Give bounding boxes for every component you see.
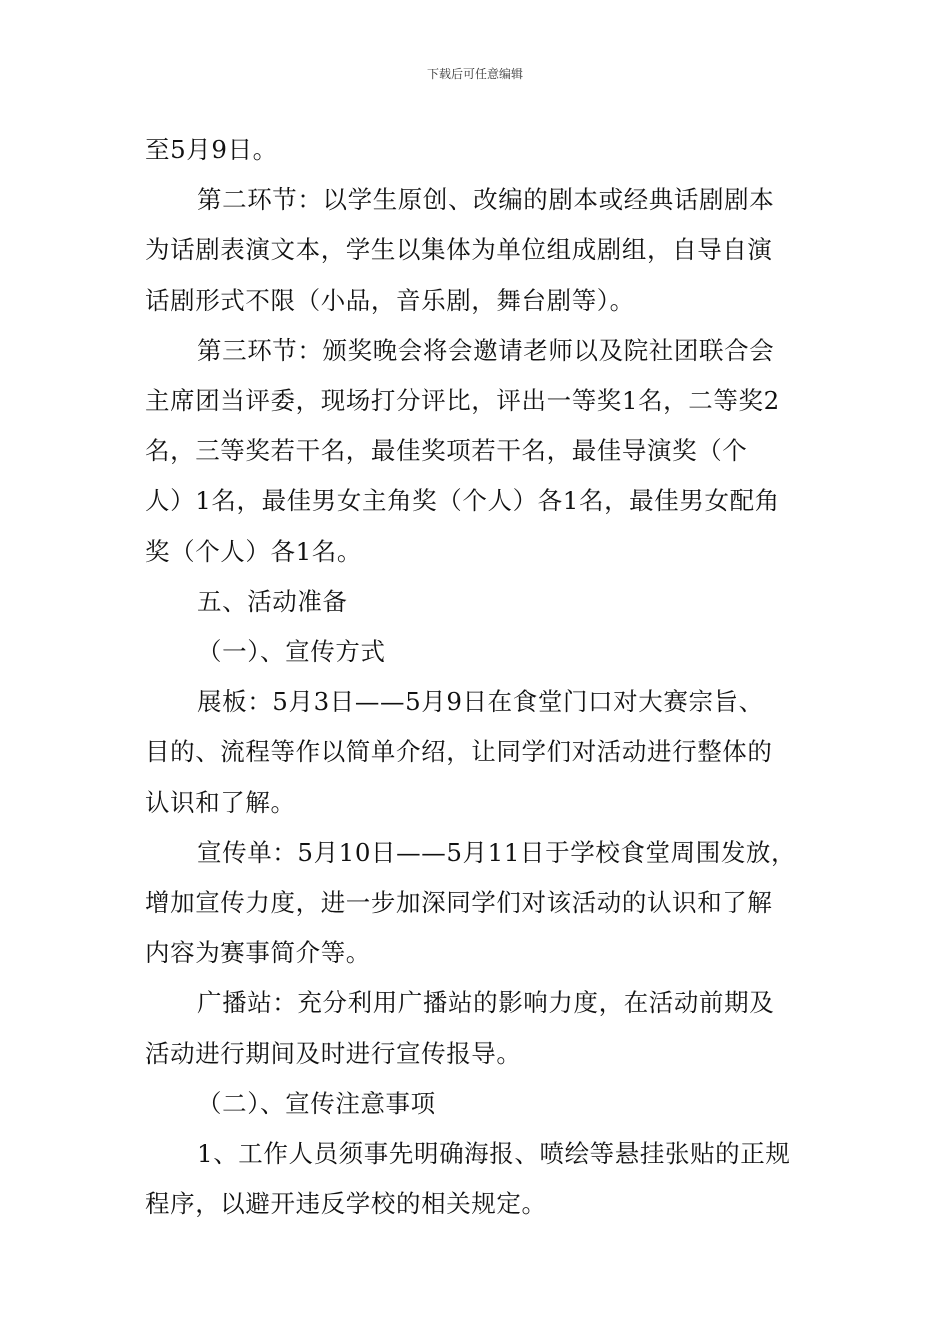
page-header: 下载后可任意编辑 [426, 67, 523, 81]
text-line: 话剧形式不限（小品，音乐剧，舞台剧等）。 [145, 285, 635, 315]
text-line: 程序，以避开违反学校的相关规定。 [145, 1189, 547, 1219]
text-line: 认识和了解。 [145, 787, 296, 817]
text-line: 人）1名，最佳男女主角奖（个人）各1名，最佳男女配角 [145, 486, 780, 516]
text-line: 增加宣传力度，进一步加深同学们对该活动的认识和了解 [145, 888, 773, 917]
text-line: （一）、宣传方式 [197, 637, 386, 666]
text-line: 活动进行期间及时进行宣传报导。 [145, 1038, 522, 1068]
text-line: 五、活动准备 [197, 586, 348, 616]
text-line: 为话剧表演文本，学生以集体为单位组成剧组，自导自演 [145, 235, 773, 265]
text-line: 目的、流程等作以简单介绍，让同学们对活动进行整体的 [145, 737, 773, 767]
text-line: 宣传单：5月10日——5月11日于学校食堂周围发放， [197, 837, 797, 867]
text-line: 内容为赛事简介等。 [145, 938, 371, 968]
text-line: 名，三等奖若干名，最佳奖项若干名，最佳导演奖（个 [145, 436, 748, 466]
text-line: 主席团当评委，现场打分评比，评出一等奖1名，二等奖2 [145, 386, 780, 415]
text-line: 展板：5月3日——5月9日在食堂门口对大赛宗旨、 [197, 687, 764, 717]
text-line: 1、工作人员须事先明确海报、喷绘等悬挂张贴的正规 [197, 1139, 791, 1168]
text-line: （二）、宣传注意事项 [197, 1088, 436, 1118]
text-line: 第三环节：颁奖晚会将会邀请老师以及院社团联合会 [197, 335, 775, 365]
text-line: 广播站：充分利用广播站的影响力度，在活动前期及 [197, 988, 775, 1018]
text-line: 第二环节：以学生原创、改编的剧本或经典话剧剧本 [197, 185, 775, 215]
text-line: 奖（个人）各1名。 [145, 536, 362, 566]
text-line: 至5月9日。 [145, 135, 278, 164]
